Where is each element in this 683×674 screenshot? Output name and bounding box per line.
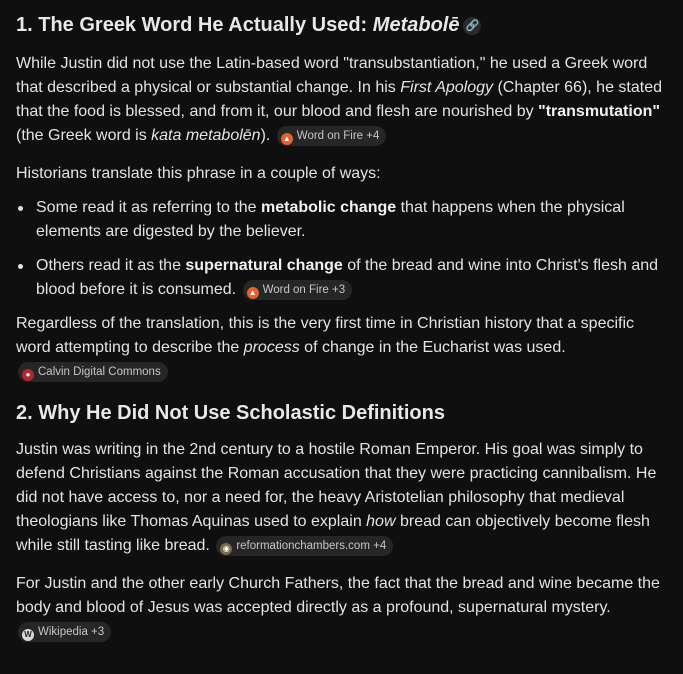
text-span: Regardless of the translation, this is the very first time in Christian history that a specific word attempting to describe the — [16, 315, 635, 356]
list-item — [36, 196, 667, 244]
fire-icon: ▲ — [281, 133, 293, 145]
text-span: of the bread and wine into Christ's flesh and blood before it is consumed. — [36, 257, 659, 298]
paragraph-3 — [16, 312, 667, 384]
paragraph-5 — [16, 572, 667, 644]
source-chip-word-on-fire[interactable] — [277, 126, 387, 146]
chip-label: Wikipedia +3 — [38, 626, 105, 638]
process-italic: process — [243, 339, 300, 356]
transmutation-bold: "transmutation" — [538, 103, 660, 120]
paragraph-4 — [16, 438, 667, 558]
chip-label: reformationchambers.com +4 — [236, 540, 387, 552]
metabolic-change-bold: metabolic change — [261, 199, 397, 216]
chip-label: Word on Fire +4 — [296, 130, 380, 142]
heading-emphasis: Metabolē — [372, 14, 460, 36]
text-span: (Chapter 66), he stated that the food is blessed, and from it, our blood and flesh are nourished by — [16, 79, 662, 120]
text-span: Justin was writing in the 2nd century to a hostile Roman Emperor. His goal was simply to defend Christians against the Roman accusation that they were practicing cannibalism. He did not have access to, nor a need for, the heavy Aristotelian philosophy that medieval theologians like Thomas Aquinas used to explain — [16, 441, 657, 530]
kata-metabolen-italic: kata metabolēn — [151, 127, 261, 144]
text-span: bread can objectively become flesh while still tasting like bread. — [16, 513, 650, 554]
section-heading-1 — [16, 10, 667, 40]
paragraph-1 — [16, 52, 667, 148]
source-chip-wikipedia[interactable] — [18, 622, 111, 642]
text-span: ). — [260, 127, 271, 144]
text-span: that happens when the physical elements are digested by the believer. — [36, 199, 625, 240]
text-span: (the Greek word is — [16, 127, 152, 144]
source-chip-reformation[interactable] — [216, 536, 393, 556]
wikipedia-icon: W — [22, 629, 34, 641]
link-icon[interactable]: 🔗 — [463, 17, 481, 35]
reformation-icon: ◉ — [220, 543, 232, 555]
section-heading-2: 2. Why He Did Not Use Scholastic Definitions — [16, 402, 445, 424]
text-span: While Justin did not use the Latin-based word "transubstantiation," he used a Greek word that described a physical or substantial change. In his — [16, 55, 648, 96]
first-apology-italic: First Apology — [400, 79, 494, 96]
source-chip-calvin[interactable] — [18, 362, 168, 382]
chip-label: Calvin Digital Commons — [38, 366, 161, 378]
text-span: For Justin and the other early Church Fathers, the fact that the bread and wine became the body and blood of Jesus was accepted directly as a profound, supernatural mystery. — [16, 575, 660, 616]
bullet-list — [16, 196, 667, 302]
fire-icon: ▲ — [247, 287, 259, 299]
list-item — [36, 254, 667, 302]
how-italic: how — [366, 513, 396, 530]
paragraph-2: Historians translate this phrase in a couple of ways: — [16, 165, 381, 182]
heading-text: 1. The Greek Word He Actually Used: — [16, 14, 373, 36]
text-span: Some read it as referring to the — [36, 199, 261, 216]
chip-label: Word on Fire +3 — [262, 284, 346, 296]
calvin-icon: ● — [22, 369, 34, 381]
supernatural-change-bold: supernatural change — [185, 257, 343, 274]
source-chip-word-on-fire-2[interactable] — [243, 280, 353, 300]
text-span: of change in the Eucharist was used. — [299, 339, 566, 356]
text-span: Others read it as the — [36, 257, 186, 274]
